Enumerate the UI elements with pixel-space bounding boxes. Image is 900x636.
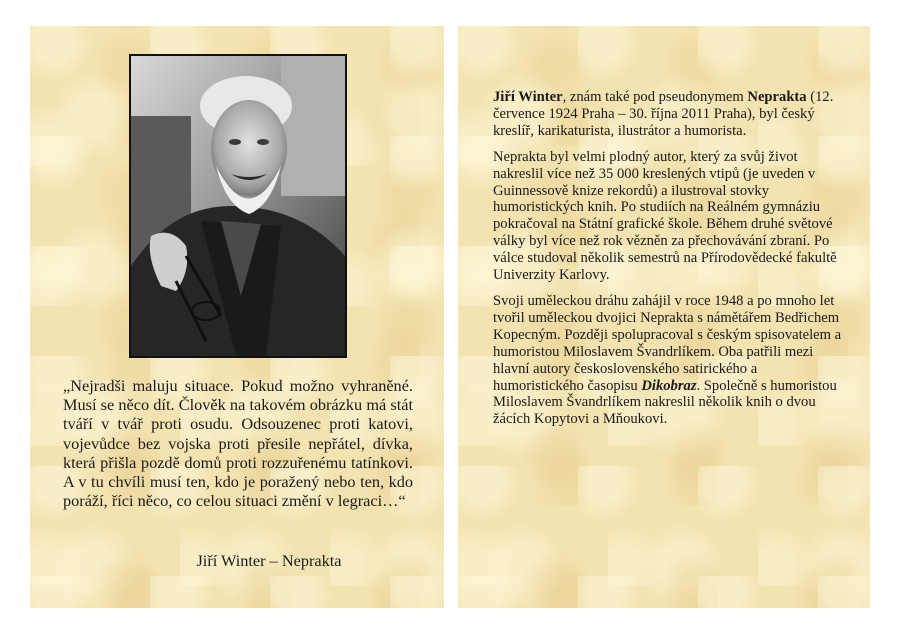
portrait-image bbox=[131, 56, 345, 356]
left-page bbox=[30, 26, 444, 608]
right-page bbox=[458, 26, 870, 608]
bio-intro-text-1: , znám také pod pseudonymem bbox=[562, 89, 748, 105]
bio-paragraph-career: Neprakta byl velmi plodný autor, který za svůj život nakreslil více než 35 000 kreslených vtipů (je uveden v Guinnessově knize rekordů) a ilustroval stovky humoristických knih. Po studiích na Reálném gymnáziu pokračoval na Státní grafické škole. Během druhé světové války byl více než rok vězněn za přechovávání zbraní. Po válce studoval několik semestrů na Přírodovědecké fakultě Univerzity Karlovy. bbox=[493, 148, 837, 284]
portrait-photo bbox=[129, 54, 347, 358]
bio-collab-text-2: . Společně s humoristou Miloslavem Švandrlíkem nakreslil několik knih o dvou žácích Kopytovi a Mňoukovi. bbox=[493, 377, 837, 428]
bio-pseudonym: Neprakta bbox=[747, 89, 807, 105]
bio-name: Jiří Winter bbox=[493, 89, 563, 105]
quote-signature: Jiří Winter – Neprakta bbox=[196, 551, 342, 570]
bio-collab-text-1: Svoji uměleckou dráhu zahájil v roce 1948 a po mnoho let tvořil uměleckou dvojici Neprakta s námětářem Bedřichem Kopecným. Později spolupracoval s českým spisovatelem a humoristou Miloslavem Švandrlíkem. Oba patřili mezi hlavní autory československého satirického a humoristického časopisu bbox=[493, 292, 842, 394]
bio-magazine-name: Dikobraz bbox=[641, 377, 697, 394]
bio-intro-text-2: (12. července 1924 Praha – 30. října 2011 Praha), byl český kreslíř, karikaturista, ilustrátor a humorista. bbox=[493, 89, 834, 139]
bio-paragraph-intro bbox=[493, 89, 848, 140]
biography bbox=[493, 89, 848, 437]
bio-paragraph-collaboration bbox=[493, 293, 848, 428]
quote-text: „Nejradši maluju situace. Pokud možno vyhraněné. Musí se něco dít. Člověk na takovém obrázku má stát tváří v tvář proti osudu. Odsouzenec proti katovi, vojevůdce bez vojska proti přesile nepřátel, dívka, která přišla pozdě domů proti rozzuřenému tatínkovi. A v tu chvíli musí ten, kdo je poražený nebo ten, kdo poráží, říci něco, co celou situaci změní v legraci…“ bbox=[63, 376, 413, 511]
